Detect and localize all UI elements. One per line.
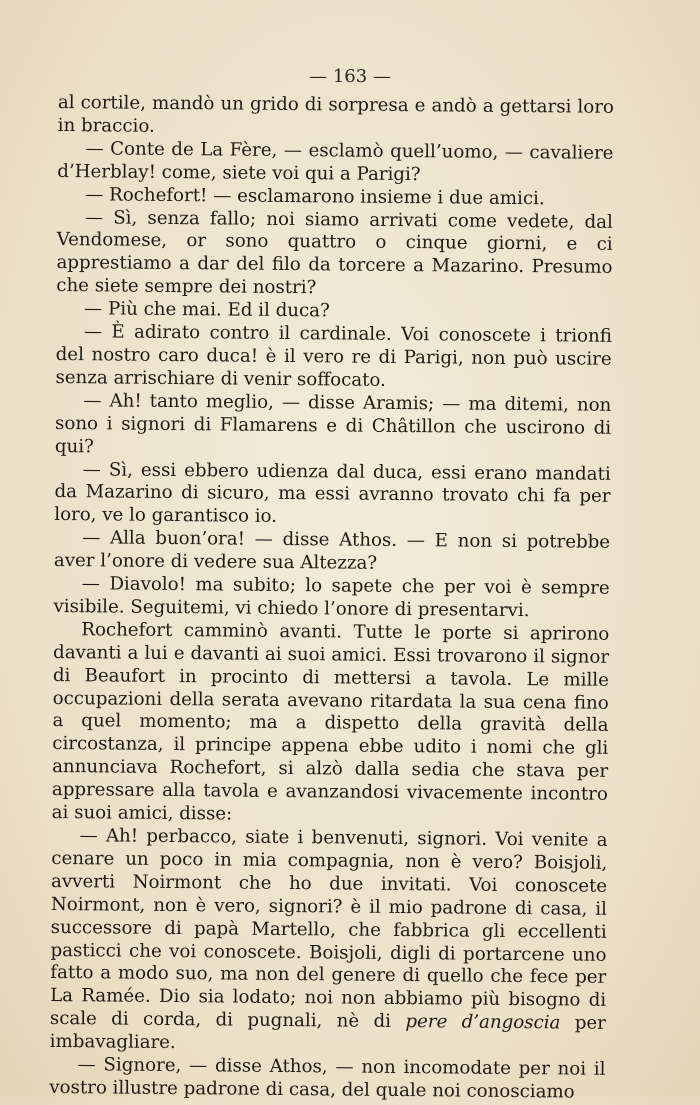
italic-phrase: pere d’angoscia [405,1011,561,1034]
paragraph: — È adirato contro il cardinale. Voi conoscete i trionfi del nostro caro duca! è il vero re di Parigi, non può uscire senza arrischiare di venir soffocato. [55,321,612,391]
paragraph: al cortile, mandò un grido di sorpresa e andò a gettarsi loro in braccio. [57,92,614,137]
paragraph [50,825,608,1059]
paragraph-text: per imbavagliare. [49,1012,606,1054]
paragraph: — Sì, senza fallo; noi siamo arrivati come vedete, dal Vendomese, or sono quattro o cinque giorni, e ci apprestiamo a dar del filo da torcere a Mazarino. Presumo che siete sempre dei nostri? [56,206,613,299]
paragraph: — Più che mai. Ed il duca? [84,298,330,322]
paragraph: — Ah! tanto meglio, — disse Aramis; — ma ditemi, non sono i signori di Flamarens e di Châtillon che uscirono di qui? [54,390,612,457]
paragraph: Rochefort camminò avanti. Tutte le porte si aprirono davanti a lui e davanti ai suoi amici. Essi trovarono il signor di Beaufort in procinto di mettersi a tavola. Le mille occupazioni della serata avevano ritardata la sua cena fino a quel momento; ma a dispetto della gravità della circostanza, il principe appena ebbe udito i nomi che gli annunciava Rochefort, si alzò dalla sedia che stava per appressare alla tavola e avanzandosi vivacemente incontro ai suoi amici, disse: [51,619,610,825]
paragraph: — Sì, essi ebbero udienza dal duca, essi erano mandati da Mazarino di sicuro, ma essi avranno trovato chi fa per loro, ve lo garantisco io. [54,458,611,528]
paragraph: — Conte de La Fère, — esclamò quell’uomo, — cavaliere d’Herblay! come, siete voi qui a Parigi? [57,138,614,185]
page-number: — 163 — [309,66,391,87]
paragraph: — Alla buon’ora! — disse Athos. — E non si potrebbe aver l’onore di vedere sua Altezza? [53,527,611,574]
paragraph-text: — Ah! perbacco, siate i benvenuti, signori. Voi venite a cenare un poco in mia compagnia, non è vero? Boisjoli, avverti Noirmont che ho due invitati. Voi conoscete Noirmont, non è vero, signori? è il mio padrone di casa, il successore di papà Martello, che fabbrica gli eccellenti pasticci che voi conoscete. Boisjoli, digli di portarcene uno fatto a modo suo, ma non del genere di quello che fece per La Ramée. Dio sia lodato; noi non abbiamo più bisogno di scale di corda, di pugnali, nè di [49,825,608,1033]
paragraph: — Signore, — disse Athos, — non incomodate per noi il vostro illustre padrone di casa, del quale noi conosciamo [49,1054,606,1103]
paragraph: — Diavolo! ma subito; lo sapete che per voi è sempre visibile. Seguitemi, vi chiedo l’onore di presentarvi. [53,573,610,622]
text-body [49,92,614,1105]
paragraph: — Rochefort! — esclamarono insieme i due amici. [85,183,545,209]
